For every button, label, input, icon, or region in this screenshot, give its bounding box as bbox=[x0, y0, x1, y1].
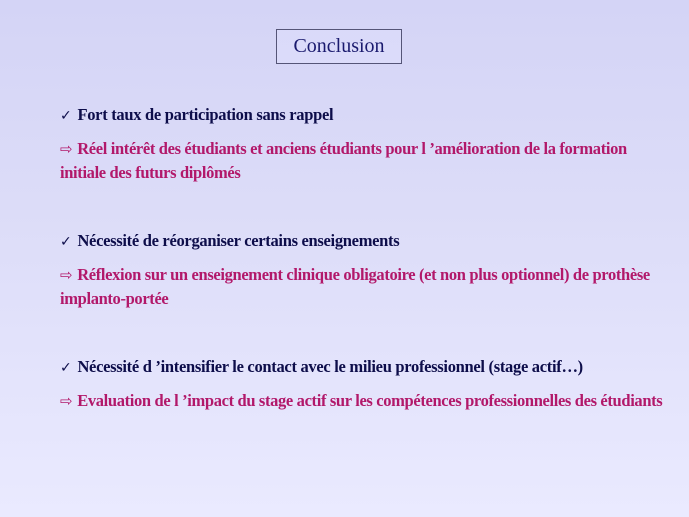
title-box bbox=[276, 29, 402, 64]
arrow-right-icon: ⇨ bbox=[60, 392, 73, 410]
point-main bbox=[60, 355, 670, 380]
point-main-text: Nécessité d ’intensifier le contact avec le milieu professionnel (stage actif…) bbox=[77, 357, 583, 376]
point-detail-text: Réflexion sur un enseignement clinique obligatoire (et non plus optionnel) de prothèse implanto-portée bbox=[60, 265, 650, 308]
arrow-right-icon: ⇨ bbox=[60, 266, 73, 284]
checkmark-icon: ✓ bbox=[60, 108, 72, 124]
checkmark-icon: ✓ bbox=[60, 234, 72, 250]
point-detail-text: Evaluation de l ’impact du stage actif sur les compétences professionnelles des étudiants bbox=[77, 391, 663, 410]
conclusion-point-2 bbox=[60, 229, 670, 310]
point-detail bbox=[60, 137, 670, 184]
point-main bbox=[60, 103, 670, 128]
point-main-text: Fort taux de participation sans rappel bbox=[77, 105, 334, 124]
arrow-right-icon: ⇨ bbox=[60, 140, 73, 158]
conclusion-point-3 bbox=[60, 355, 670, 413]
point-detail bbox=[60, 263, 670, 310]
point-main-text: Nécessité de réorganiser certains enseignements bbox=[77, 231, 400, 250]
conclusion-point-1 bbox=[60, 103, 670, 184]
slide-title: Conclusion bbox=[293, 35, 385, 57]
point-detail bbox=[60, 389, 670, 413]
point-main bbox=[60, 229, 670, 254]
checkmark-icon: ✓ bbox=[60, 360, 72, 376]
point-detail-text: Réel intérêt des étudiants et anciens étudiants pour l ’amélioration de la formation initiale des futurs diplômés bbox=[60, 139, 627, 182]
